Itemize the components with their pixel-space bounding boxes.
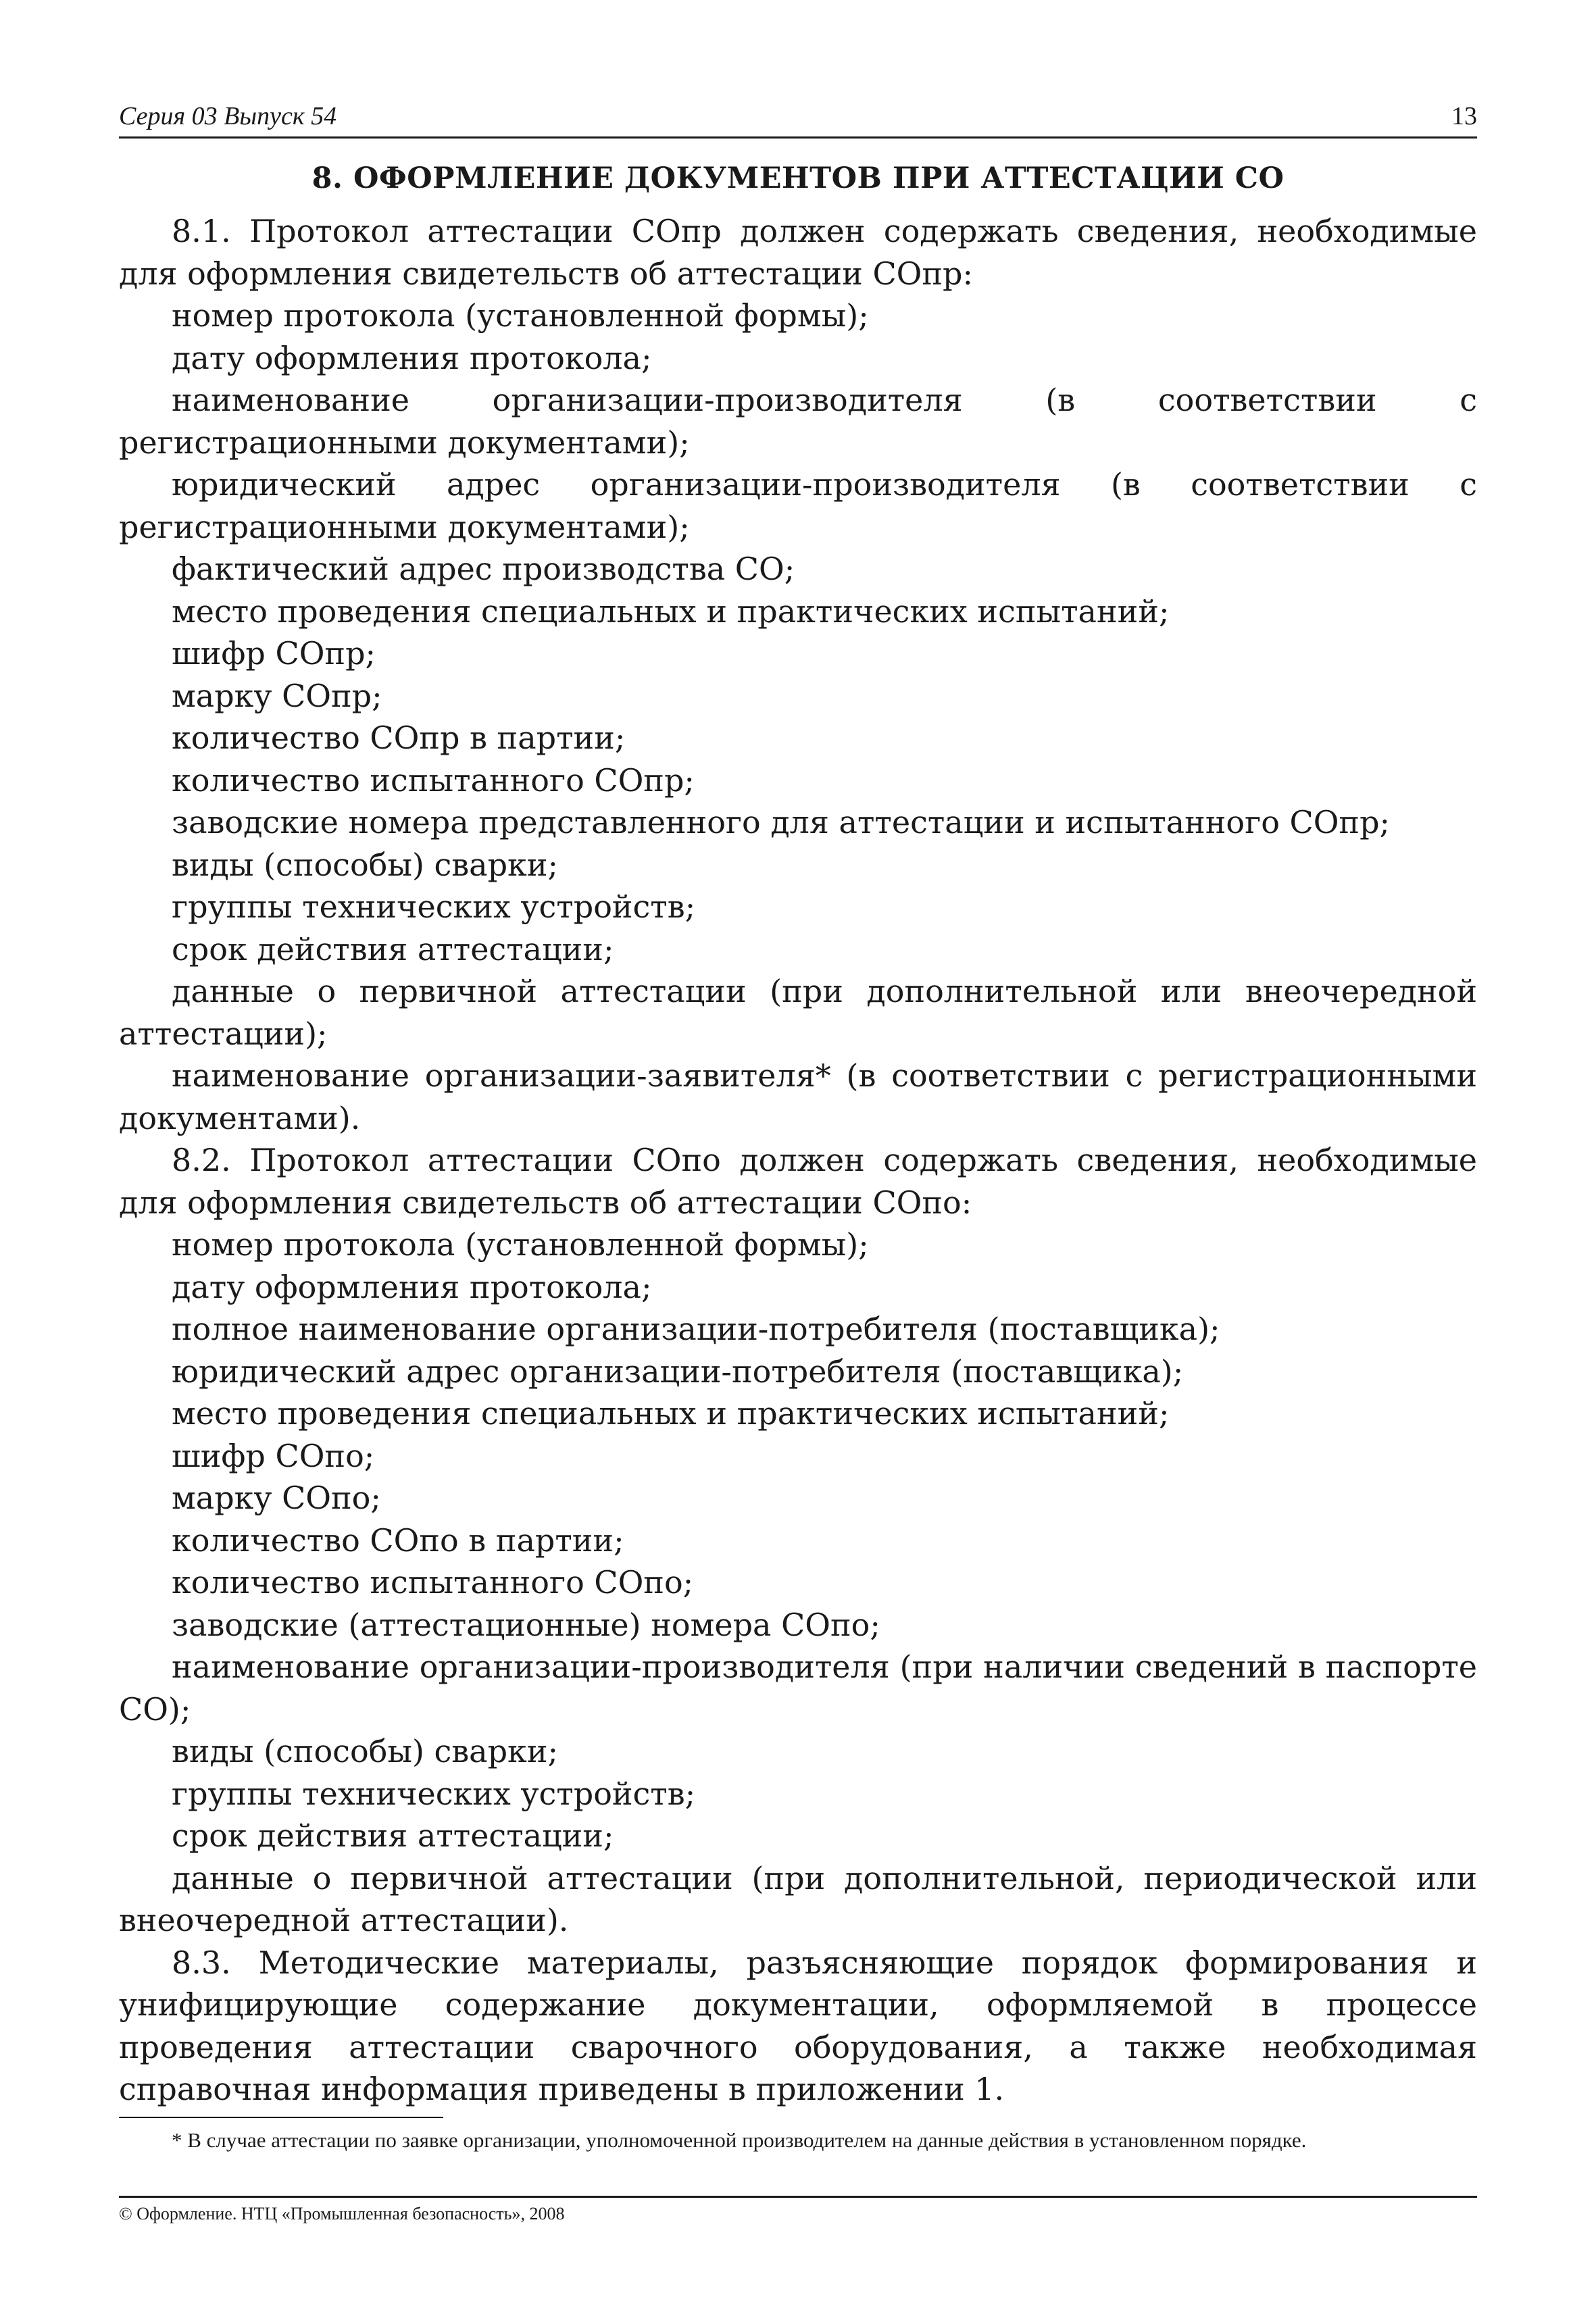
list-item: юридический адрес организации-потребителя (поставщика); [172,1353,1184,1390]
copyright-notice: © Оформление. НТЦ «Промышленная безопасность», 2008 [119,2204,565,2223]
list-item: количество СОпо в партии; [172,1521,624,1559]
list-item: заводские номера представленного для аттестации и испытанного СОпр; [172,804,1391,840]
footnote-divider [119,2117,443,2118]
list-item: количество СОпр в партии; [172,720,626,756]
list-item: наименование организации-заявителя* (в соответствии с регистрационными документами). [119,1057,1477,1136]
running-header [119,101,1477,139]
list-item: количество испытанного СОпр; [172,761,695,799]
paragraph: 8.3. Методические материалы, разъясняющие порядок формирования и унифицирующие содержание документации, оформляемой в процессе проведения аттестации сварочного оборудования, а также необходимая справочная информация приведены в приложении 1. [119,1944,1477,2107]
list-item: шифр СОпо; [172,1437,375,1474]
paragraph: 8.2. Протокол аттестации СОпо должен содержать сведения, необходимые для оформления свидетельств об аттестации СОпо: [119,1142,1477,1221]
list-item: срок действия аттестации; [172,1817,614,1854]
page-number: 13 [1451,102,1477,130]
list-item: виды (способы) сварки; [172,846,558,883]
list-item: данные о первичной аттестации (при дополнительной или внеочередной аттестации); [119,973,1477,1052]
document-page [119,101,1477,2111]
list-item: группы технических устройств; [172,888,696,925]
list-item: номер протокола (установленной формы); [172,297,869,334]
list-item: юридический адрес организации-производителя (в соответствии с регистрационными документами); [119,466,1477,545]
list-item: фактический адрес производства СО; [172,551,795,587]
list-item: дату оформления протокола; [172,339,652,376]
list-item: место проведения специальных и практических испытаний; [172,593,1170,630]
list-item: марку СОпр; [172,677,382,714]
series-label: Серия 03 Выпуск 54 [119,102,337,130]
list-item: полное наименование организации-потребителя (поставщика); [172,1311,1220,1347]
list-item: виды (способы) сварки; [172,1733,558,1769]
list-item: заводские (аттестационные) номера СОпо; [172,1606,880,1643]
footnote: * В случае аттестации по заявке организации, уполномоченной производителем на данные действия в установленном порядке. [172,2128,1307,2152]
list-item: дату оформления протокола; [172,1268,652,1305]
list-item: место проведения специальных и практических испытаний; [172,1395,1170,1432]
list-item: данные о первичной аттестации (при дополнительной, периодической или внеочередной аттестации). [119,1859,1477,1938]
list-item: шифр СОпр; [172,635,376,672]
list-item: марку СОпо; [172,1480,381,1516]
section-title: 8. ОФОРМЛЕНИЕ ДОКУМЕНТОВ ПРИ АТТЕСТАЦИИ СО [311,161,1285,195]
list-item: срок действия аттестации; [172,930,614,967]
body-text [119,210,1477,2111]
footer-divider [119,2196,1477,2198]
list-item: номер протокола (установленной формы); [172,1226,869,1263]
list-item: наименование организации-производителя (в соответствии с регистрационными документами); [119,382,1477,461]
list-item: количество испытанного СОпо; [172,1564,694,1601]
paragraph: 8.1. Протокол аттестации СОпр должен содержать сведения, необходимые для оформления свидетельств об аттестации СОпр: [119,213,1477,292]
list-item: группы технических устройств; [172,1775,696,1812]
list-item: наименование организации-производителя (при наличии сведений в паспорте СО); [119,1649,1477,1728]
